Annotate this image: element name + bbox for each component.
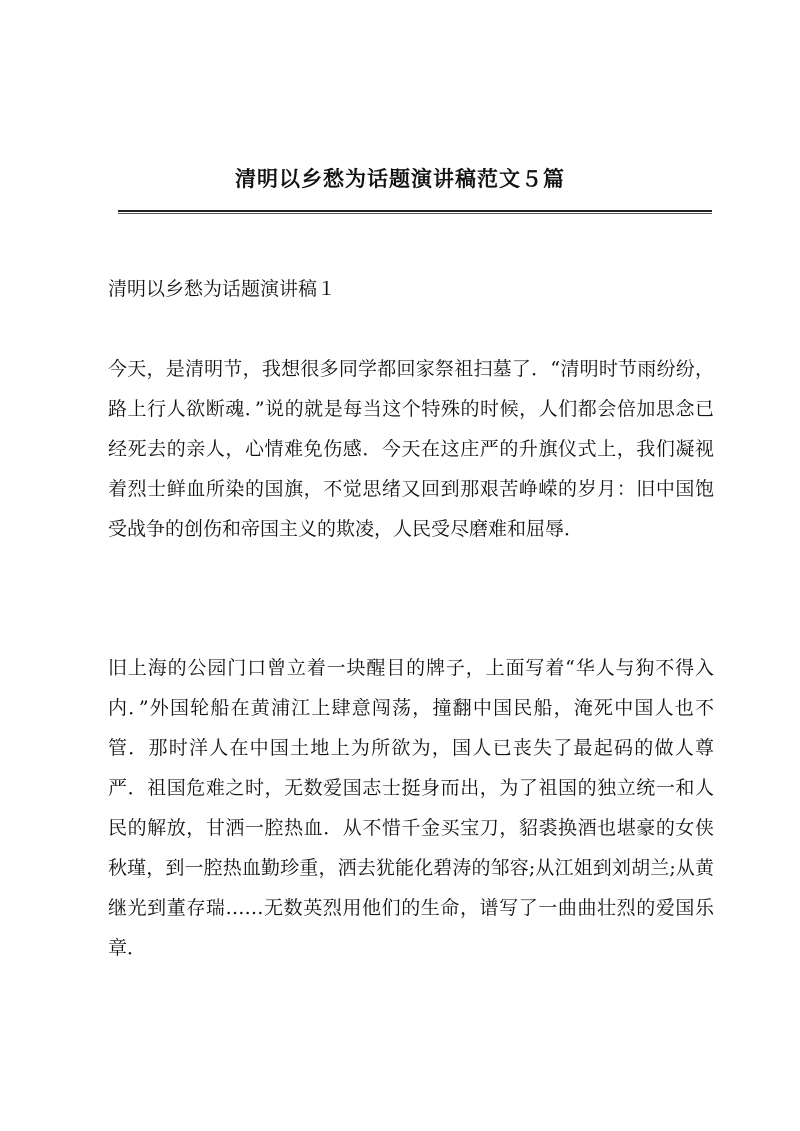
- title-underline-divider: [118, 210, 712, 214]
- body-paragraph-2: 旧上海的公园门口曾立着一块醒目的牌子，上面写着“华人与狗不得入内．”外国轮船在黄浦江上肆意闯荡，撞翻中国民船，淹死中国人也不管．那时洋人在中国土地上为所欲为，国人已丧失了最起码的做人尊严．祖国危难之时，无数爱国志士挺身而出，为了祖国的独立统一和人民的解放，甘洒一腔热血．从不惜千金买宝刀，貂裘换酒也堪豪的女侠秋瑾，到一腔热血勤珍重，洒去犹能化碧涛的邹容;从江姐到刘胡兰;从黄继光到董存瑞……无数英烈用他们的生命，谱写了一曲曲壮烈的爱国乐章．: [108, 657, 714, 959]
- body-paragraph-1: 今天，是清明节，我想很多同学都回家祭祖扫墓了．“清明时节雨纷纷，路上行人欲断魂．”说的就是每当这个特殊的时候，人们都会倍加思念已经死去的亲人，心情难免伤感．今天在这庄严的升旗仪式上，我们凝视着烈士鲜血所染的国旗，不觉思绪又回到那艰苦峥嵘的岁月：旧中国饱受战争的创伤和帝国主义的欺凌，人民受尽磨难和屈辱．: [108, 358, 714, 540]
- section-heading: 清明以乡愁为话题演讲稿１: [108, 278, 337, 300]
- document-title: 清明以乡愁为话题演讲稿范文５篇: [235, 166, 565, 191]
